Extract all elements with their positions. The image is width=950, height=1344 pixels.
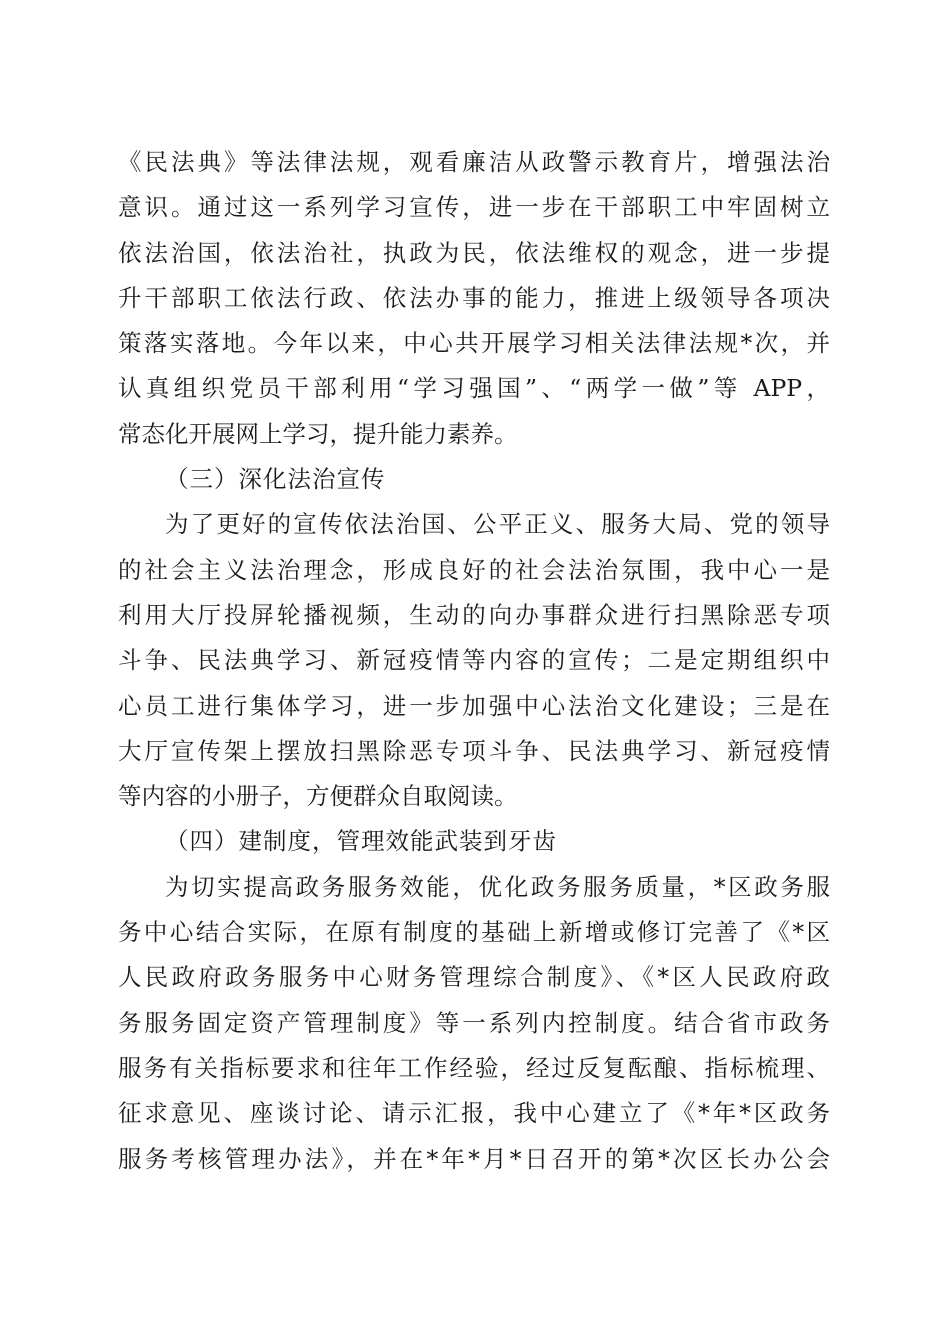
- text-line: 的社会主义法治理念，形成良好的社会法治氛围，我中心一是: [118, 555, 830, 584]
- text-line: 认真组织党员干部利用“学习强国”、“两学一做”等 APP，: [118, 374, 830, 403]
- text-line: 大厅宣传架上摆放扫黑除恶专项斗争、民法典学习、新冠疫情: [118, 736, 830, 765]
- text-line: 服务有关指标要求和往年工作经验，经过反复酝酿、指标梳理、: [118, 1053, 830, 1082]
- document-body: [118, 140, 830, 1182]
- text-line: 升干部职工依法行政、依法办事的能力，推进上级领导各项决: [118, 283, 830, 312]
- text-line: 策落实落地。今年以来，中心共开展学习相关法律法规*次，并: [118, 329, 830, 358]
- text-line: 意识。通过这一系列学习宣传，进一步在干部职工中牢固树立: [118, 193, 830, 222]
- text-line: 务中心结合实际，在原有制度的基础上新增或修订完善了《*区: [118, 918, 830, 947]
- text-line: 服务考核管理办法》，并在*年*月*日召开的第*次区长办公会: [118, 1144, 830, 1173]
- section-heading-3: （三）深化法治宣传: [165, 465, 386, 494]
- text-line: 为切实提高政务服务效能，优化政务服务质量，*区政务服: [165, 872, 830, 901]
- text-line: 征求意见、座谈讨论、请示汇报，我中心建立了《*年*区政务: [118, 1099, 830, 1128]
- text-line: 务服务固定资产管理制度》等一系列内控制度。结合省市政务: [118, 1008, 830, 1037]
- section-heading-4: （四）建制度，管理效能武装到牙齿: [165, 827, 557, 856]
- text-line: 依法治国，依法治社，执政为民，依法维权的观念，进一步提: [118, 238, 830, 267]
- text-line: 人民政府政务服务中心财务管理综合制度》、《*区人民政府政: [118, 963, 830, 992]
- text-line: 斗争、民法典学习、新冠疫情等内容的宣传；二是定期组织中: [118, 646, 830, 675]
- text-line: 利用大厅投屏轮播视频，生动的向办事群众进行扫黑除恶专项: [118, 600, 830, 629]
- text-line: 为了更好的宣传依法治国、公平正义、服务大局、党的领导: [165, 510, 830, 539]
- text-line: 等内容的小册子，方便群众自取阅读。: [118, 782, 518, 811]
- text-line: 常态化开展网上学习，提升能力素养。: [118, 419, 518, 448]
- text-line: 《民法典》等法律法规，观看廉洁从政警示教育片，增强法治: [118, 148, 830, 176]
- text-line: 心员工进行集体学习，进一步加强中心法治文化建设；三是在: [118, 691, 830, 720]
